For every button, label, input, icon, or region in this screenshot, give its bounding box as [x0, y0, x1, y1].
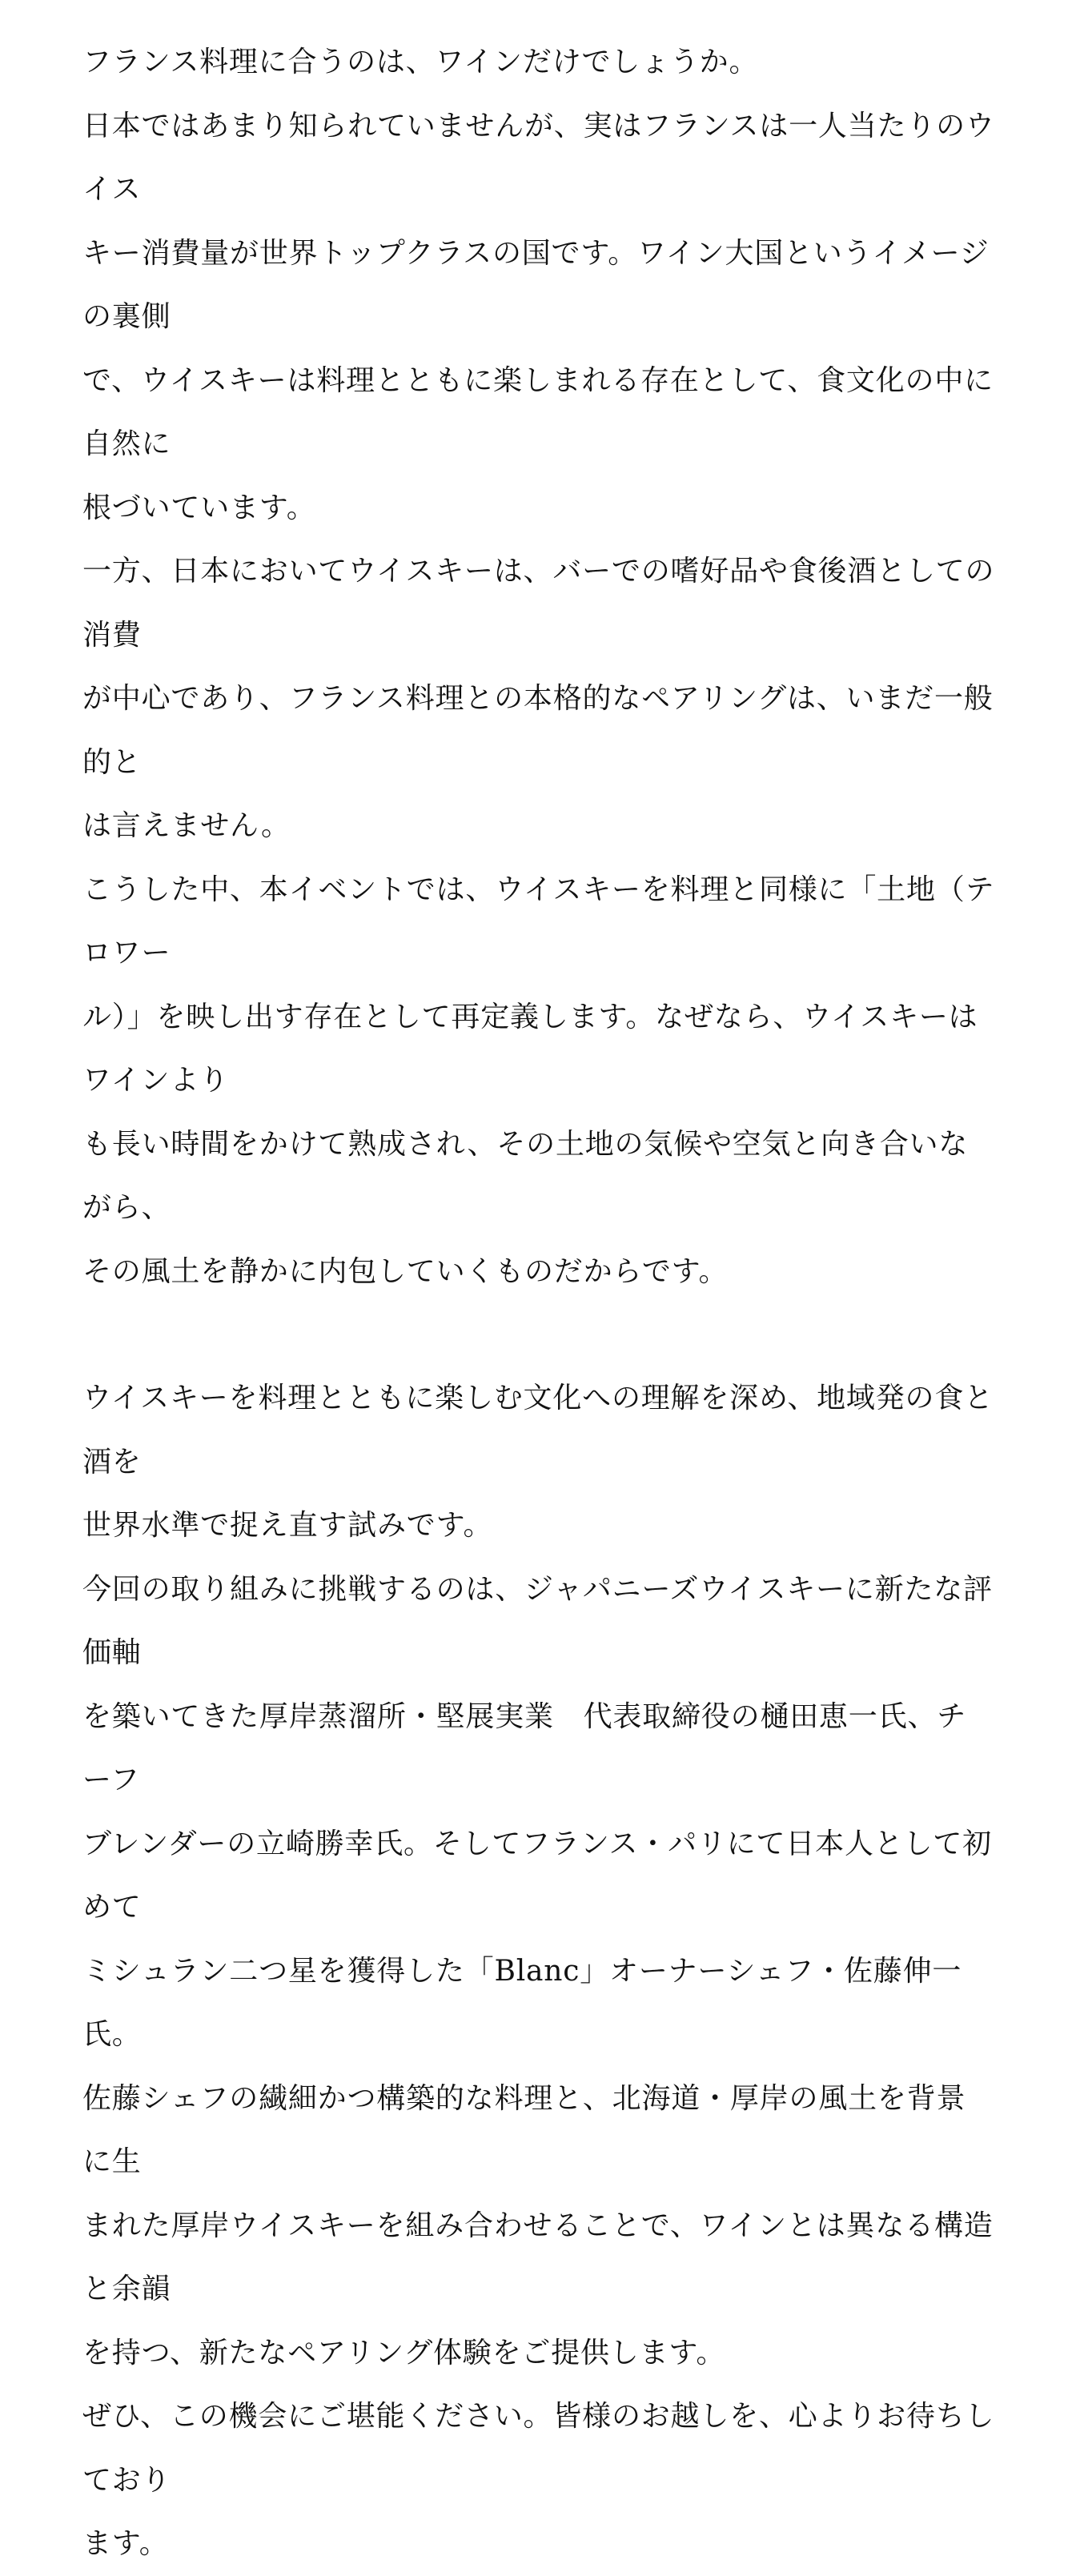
paragraph-japan-whisky: 一方、日本においてウイスキーは、バーでの嗜好品や食後酒としての消費 が中心であり、フランス料理との本格的なペアリングは、いまだ一般的と は言えません。 — [82, 555, 995, 842]
paragraph-pairing-experience: 佐藤シェフの繊細かつ構築的な料理と、北海道・厚岸の風土を背景に生 まれた厚岸ウイスキーを組み合わせることで、ワインとは異なる構造と余韻 を持つ、新たなペアリング体験をご提供します。 — [82, 2081, 994, 2369]
paragraph-spacer — [82, 1303, 995, 1366]
paragraph-event-concept: こうした中、本イベントでは、ウイスキーを料理と同様に「土地（テロワー ル）」を映し出す存在として再定義します。なぜなら、ウイスキーはワインより も長い時間をかけて熟成され、その土地の気候や空気と向き合いながら、 その風土を静かに内包していくものだからです。 — [82, 873, 995, 1288]
paragraph-closing-invitation: ぜひ、この機会にご堪能ください。皆様のお越しを、心よりお待ちしており ます。 — [82, 2400, 995, 2560]
paragraph-culture-understanding: ウイスキーを料理とともに楽しむ文化への理解を深め、地域発の食と酒を 世界水準で捉え直す試みです。 — [82, 1382, 994, 1542]
paragraph-participants: 今回の取り組みに挑戦するのは、ジャパニーズウイスキーに新たな評価軸 を築いてきた厚岸蒸溜所・堅展実業 代表取締役の樋田恵一氏、チーフ ブレンダーの立崎勝幸氏。そしてフランス・パリにて日本人として初めて ミシュラン二つ星を獲得した「Blanc」オーナーシェフ・佐藤伸一氏。 — [82, 1572, 993, 2051]
paragraph-intro-question: フランス料理に合うのは、ワインだけでしょうか。 — [82, 46, 759, 78]
document-body — [82, 30, 995, 2576]
paragraph-france-whisky: 日本ではあまり知られていませんが、実はフランスは一人当たりのウイス キー消費量が世界トップクラスの国です。ワイン大国というイメージの裏側 で、ウイスキーは料理とともに楽しまれる存在として、食文化の中に自然に 根づいています。 — [82, 109, 995, 524]
